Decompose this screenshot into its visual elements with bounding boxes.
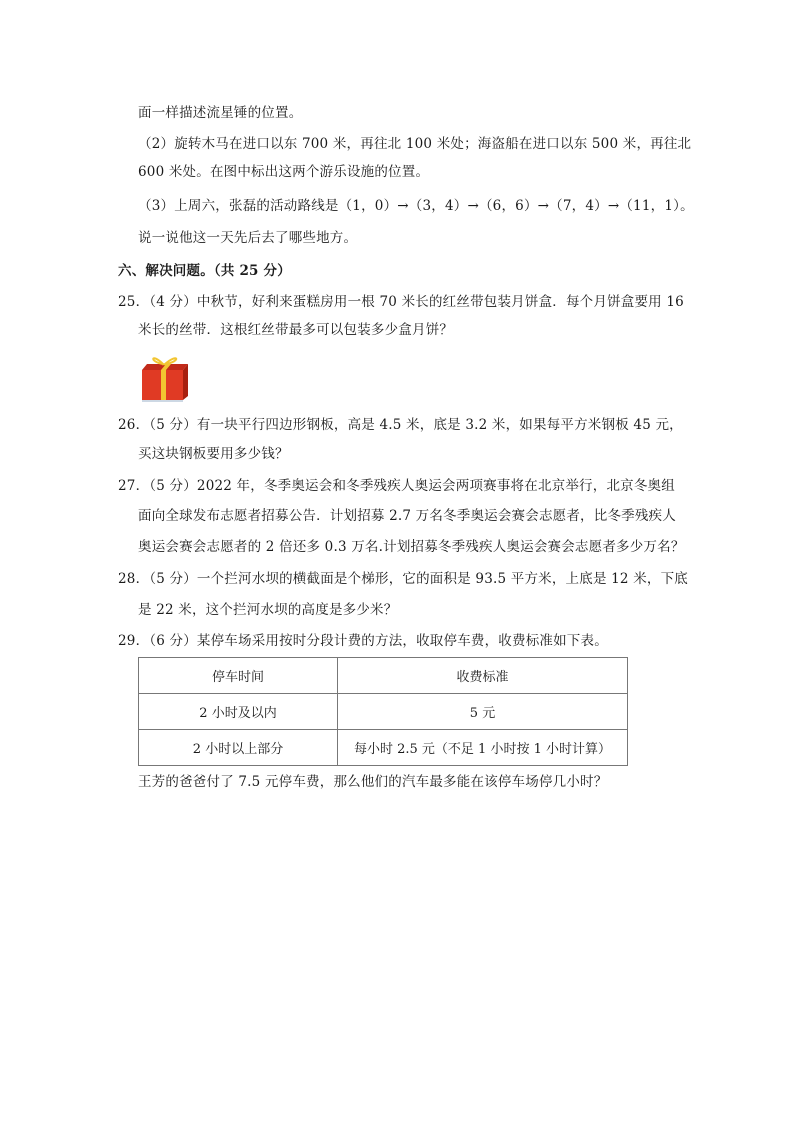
text-line: （3）上周六，张磊的活动路线是（1，0）→（3，4）→（6，6）→（7，4）→（11，1）。 <box>138 198 694 214</box>
table-cell: 每小时 2.5 元（不足 1 小时按 1 小时计算） <box>338 730 628 766</box>
text-line: 奥运会赛会志愿者的 2 倍还多 0.3 万名.计划招募冬季残疾人奥运会赛会志愿者多少万名？ <box>138 539 685 555</box>
table-row <box>139 730 628 766</box>
text-line: 面向全球发布志愿者招募公告．计划招募 2.7 万名冬季奥运会赛会志愿者，比冬季残疾人 <box>138 508 676 524</box>
table-header-row <box>139 658 628 694</box>
text-line: 600 米处。在图中标出这两个游乐设施的位置。 <box>138 164 430 180</box>
question-27: 27．（5 分）2022 年，冬季奥运会和冬季残疾人奥运会两项赛事将在北京举行，北京冬奥组 <box>118 478 675 494</box>
question-26: 26．（5 分）有一块平行四边形钢板，高是 4.5 米，底是 3.2 米，如果每平方米钢板 45 元， <box>118 417 683 433</box>
text-line: 米长的丝带．这根红丝带最多可以包装多少盒月饼？ <box>138 322 454 338</box>
text-line: 面一样描述流星锤的位置。 <box>138 105 303 121</box>
table-header-cell: 停车时间 <box>139 658 338 694</box>
table-cell: 2 小时及以内 <box>139 694 338 730</box>
text-line: 买这块钢板要用多少钱？ <box>138 446 289 462</box>
table-cell: 5 元 <box>338 694 628 730</box>
text-line: 是 22 米，这个拦河水坝的高度是多少米？ <box>138 602 398 618</box>
question-25: 25．（4 分）中秋节，好利来蛋糕房用一根 70 米长的红丝带包装月饼盒．每个月饼盒要用 16 <box>118 294 684 310</box>
text-line: （2）旋转木马在进口以东 700 米，再往北 100 米处；海盗船在进口以东 500 米，再往北 <box>138 136 692 152</box>
section-heading: 六、解决问题。（共 25 分） <box>118 263 291 279</box>
fee-table <box>138 657 628 766</box>
text-line: 王芳的爸爸付了 7.5 元停车费，那么他们的汽车最多能在该停车场停几小时？ <box>138 774 608 790</box>
text-line: 说一说他这一天先后去了哪些地方。 <box>138 230 358 246</box>
table-header-cell: 收费标准 <box>338 658 628 694</box>
table-cell: 2 小时以上部分 <box>139 730 338 766</box>
question-29: 29．（6 分）某停车场采用按时分段计费的方法，收取停车费，收费标准如下表。 <box>118 633 608 649</box>
question-28: 28．（5 分）一个拦河水坝的横截面是个梯形，它的面积是 93.5 平方米，上底是 12 米，下底 <box>118 571 689 587</box>
table-row <box>139 694 628 730</box>
gift-box-icon <box>137 350 193 402</box>
